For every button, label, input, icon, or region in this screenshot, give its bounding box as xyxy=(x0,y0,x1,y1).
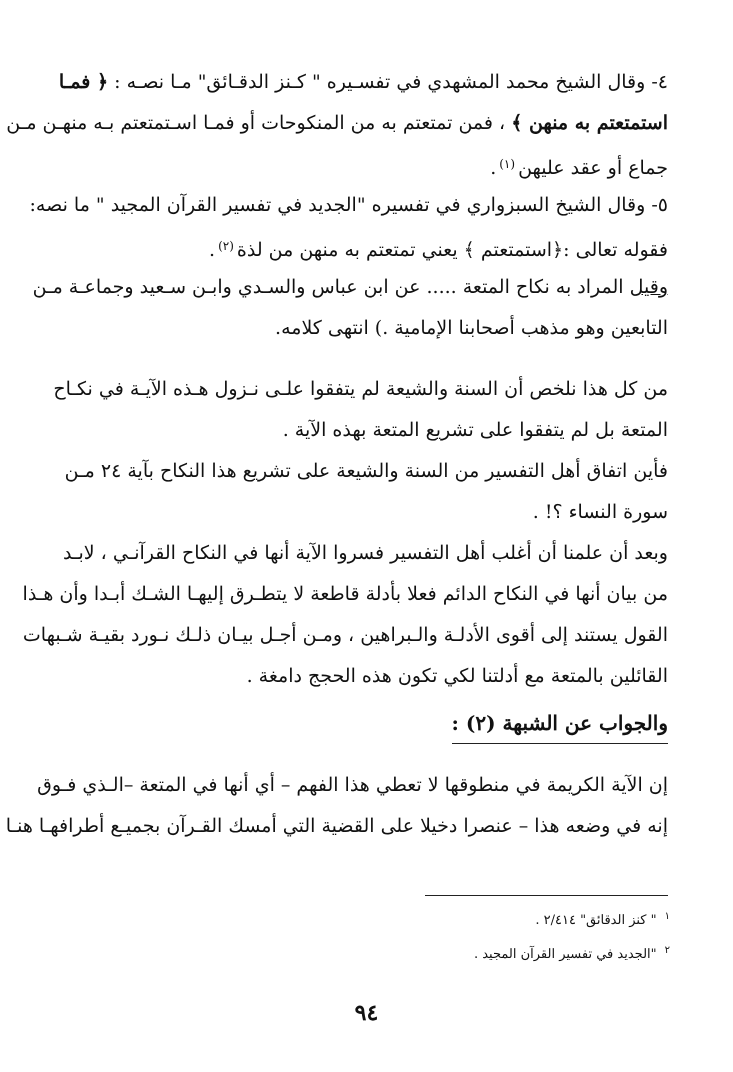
text-line: وبعد أن علمنا أن أغلب أهل التفسير فسروا الآية أنها في النكاح القرآنـي ، لابـد xyxy=(62,542,668,564)
text-line: جماع أو عقد عليهن$^{(١)}$. xyxy=(490,157,668,179)
text-line: القائلين بالمتعة مع أدلتنا لكي تكون هذه الحجج دامغة . xyxy=(246,665,668,687)
text-line: فأين اتفاق أهل التفسير من السنة والشيعة على تشريع هذا النكاح بآية ٢٤ مـن xyxy=(64,460,668,482)
footnote-divider xyxy=(425,895,668,896)
text-line: وقيل المراد به نكاح المتعة ..... عن ابن عباس والسـدي وابـن سـعيد وجماعـة مـن xyxy=(32,276,668,298)
text-line: التابعين وهو مذهب أصحابنا الإمامية .) انتهى كلامه. xyxy=(275,317,668,339)
footnote-number: ٢ xyxy=(664,945,670,956)
text-line: ٥- وقال الشيخ السبزواري في تفسيره "الجديد في تفسير القرآن المجيد " ما نصه: xyxy=(29,194,668,216)
underlined-word: وقيل xyxy=(629,276,668,298)
footnote-number: ١ xyxy=(664,911,670,922)
quran-quote: استمتعتم به منهن ﴾ xyxy=(511,112,668,134)
text-line: إن الآية الكريمة في منطوقها لا تعطي هذا الفهم – أي أنها في المتعة –الـذي فـوق xyxy=(37,774,668,796)
text-line: سورة النساء ؟! . xyxy=(532,501,668,523)
text-line: المتعة بل لم يتفقوا على تشريع المتعة بهذه الآية . xyxy=(282,419,668,441)
text-line: من كل هذا نلخص أن السنة والشيعة لم يتفقوا علـى نـزول هـذه الآيـة في نكـاح xyxy=(53,378,668,400)
text-line: القول يستند إلى أقوى الأدلـة والـبراهين ، ومـن أجـل بيـان ذلـك نـورد بقيـة شـبهات xyxy=(22,624,668,646)
footnote-text: " كنز الدقائق" ٢/٤١٤ . xyxy=(535,913,657,928)
footnote-ref[interactable]: (٢) xyxy=(218,239,234,253)
page-number: ٩٤ xyxy=(354,1000,379,1026)
text-line: من بيان أنها في النكاح الدائم فعلا بأدلة قاطعة لا يتطـرق إليهـا الشـك أبـدا وأن هـذا xyxy=(22,583,668,605)
text-line: إنه في وضعه هذا – عنصرا دخيلا على القضية التي أمسك القـرآن بجميـع أطرافهـا هنـا xyxy=(5,815,668,837)
quran-quote: ﴿ فمـا xyxy=(58,71,109,93)
footnotes xyxy=(300,902,670,970)
footnote xyxy=(300,936,670,970)
section-heading-wrap xyxy=(68,705,668,757)
footnote-text: "الجديد في تفسير القرآن المجيد . xyxy=(473,947,657,962)
text-line: ٤- وقال الشيخ محمد المشهدي في تفسـيره " كـنز الدقـائق" مـا نصـه : ﴿ فمـا xyxy=(58,71,668,93)
section-heading: والجواب عن الشبهة (٢) : xyxy=(452,705,668,744)
page-body xyxy=(5,62,668,847)
footnote xyxy=(300,902,670,936)
text-line: فقوله تعالى :﴿استمتعتم ﴾ يعني تمتعتم به منهن من لذة$^{(٢)}$. xyxy=(209,239,668,261)
text-line: استمتعتم به منهن ﴾ ، فمن تمتعتم به من المنكوحات أو فمـا اسـتمتعتم بـه منهـن مـن xyxy=(6,112,668,134)
footnote-ref[interactable]: (١) xyxy=(499,157,516,171)
